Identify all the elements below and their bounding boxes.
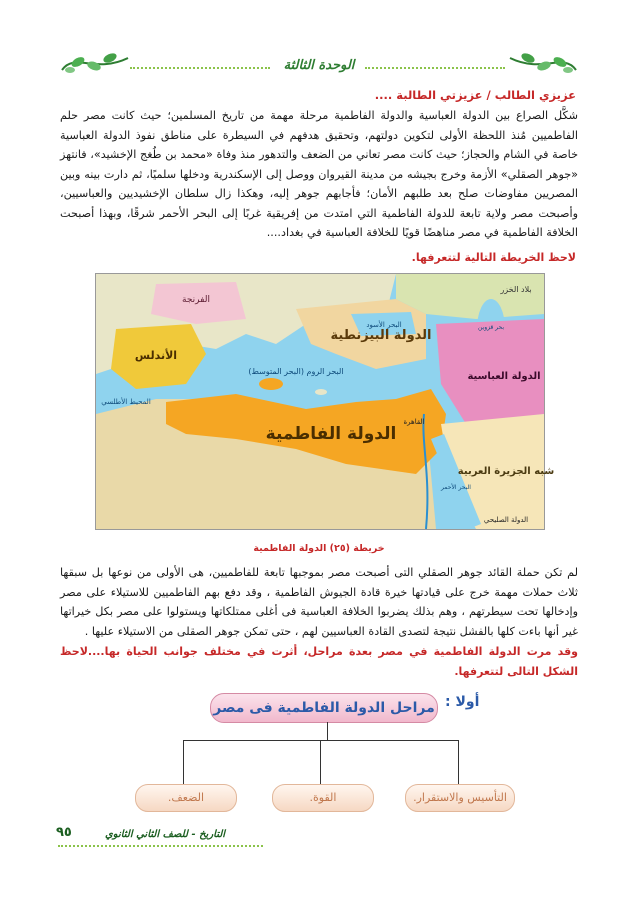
map-label-mediterranean: البحر الروم (البحر المتوسط) xyxy=(248,367,344,376)
stage-weakness: الضعف. xyxy=(135,784,237,812)
section-first-label: أولا : xyxy=(445,694,480,710)
connector-center xyxy=(320,740,321,784)
map-instruction: لاحظ الخريطة التالية لتتعرفها. xyxy=(411,251,576,264)
footer-book-title: التاريخ - للصف الثاني الثانوي xyxy=(104,829,226,840)
map-label-khazar: بلاد الخزر xyxy=(500,285,532,294)
fatimid-map xyxy=(95,273,555,530)
map-label-black-sea: البحر الأسود xyxy=(366,321,402,329)
map-label-abbasid: الدولة العباسية xyxy=(467,371,541,382)
map-label-cairo: القاهرة xyxy=(403,418,425,426)
stages-instruction: وقد مرت الدولة الفاطمية في مصر بعدة مراحل، أثرت في مختلف جوانب الحياة بها....لاحظ الشكل التالى لتتعرفها. xyxy=(60,645,578,678)
map-label-atlantic: المحيط الأطلسي xyxy=(101,398,151,406)
connector-left xyxy=(183,740,184,784)
page-number: ٩٥ xyxy=(56,825,72,840)
stages-diagram-title: مراحل الدولة الفاطمية فى مصر xyxy=(210,693,438,723)
map-label-fatimid: الدولة الفاطمية xyxy=(265,424,397,444)
map-caption: خريطة (٢٥) الدولة الفاطمية xyxy=(253,543,385,554)
connector-right xyxy=(458,740,459,784)
campaign-paragraph: لم تكن حملة القائد جوهر الصقلي التى أصبحت مصر بموجبها تابعة للفاطميين، هى الأولى من نوعها بل سبقها ثلاث حملات مهمة خرج على قيادتها خيرة قادة الجيوش الفاطمية ، وقد دفع بهم الفاطميين للاستيلاء على مصر وإدخالها تحت سيطرتهم ، وهم بذلك يضربوا الخلافة العباسية فى أغلى ممتلكاتها ويستولوا على مصر بكل خيراتها غير أنها باءت كلها بالفشل نتيجة لتصدى القادة العباسيين لهم ، حتى تمكن جوهر الصقلى من الاستيلاء عليها . xyxy=(60,566,578,638)
connector-vertical-main xyxy=(327,722,328,740)
unit-title: الوحدة الثالثة xyxy=(283,58,355,73)
stage-strength: القوة. xyxy=(272,784,374,812)
intro-paragraph: شكَّل الصراع بين الدولة العباسية والدولة الفاطمية مرحلة مهمة من تاريخ المسلمين؛ حيث كانت مصر حلم الفاطميين مُنذ اللحظة الأولى لتكوين دولتهم، وتحقيق هدفهم في السيطرة على مناطق نفوذ الدولة العباسية خاصة في الشام والحجاز؛ حيث كانت مصر تعاني من الضعف والتدهور منذ وفاة «محمد بن طُغج الإخشيد»، فانتهز «جوهر الصقلي» الأزمة وخرج بجيشه من مدينة القيروان ووصل إلى الإسكندرية ودخلها سلميًا، ثم دارت بينه وبين المصريين مفاوضات صلح بعد طلبهم الأمان؛ فأجابهم جوهر إليه، وهكذا زال سلطان الإخشيديين والعباسيين، وأصبحت مصر ولاية تابعة للدولة الفاطمية التي امتدت من إفريقية غربًا إلى البحر الأحمر شرقًا، وبهذا أصبحت الخلافة الفاطمية في مصر مناهضًا قويًا للخلافة العباسية في بغداد.... xyxy=(60,109,578,239)
map-graphic xyxy=(96,274,555,529)
map-label-red-sea: البحر الأحمر xyxy=(441,484,471,491)
footer-dots xyxy=(58,845,263,847)
greeting: عزيزي الطالب / عزيزتي الطالبة .... xyxy=(374,88,576,102)
stage-founding: التأسيس والاستقرار. xyxy=(405,784,515,812)
map-label-caspian: بحر قزوين xyxy=(477,324,505,331)
map-label-arabia: شبه الجزيرة العربية xyxy=(457,466,555,477)
map-label-franks: الفرنجة xyxy=(182,295,210,305)
map-label-andalus: الأندلس xyxy=(134,349,178,362)
map-label-byzantine: الدولة البيزنطية xyxy=(330,328,432,343)
map-label-sulayhid: الدولة الصليحي xyxy=(483,516,529,524)
